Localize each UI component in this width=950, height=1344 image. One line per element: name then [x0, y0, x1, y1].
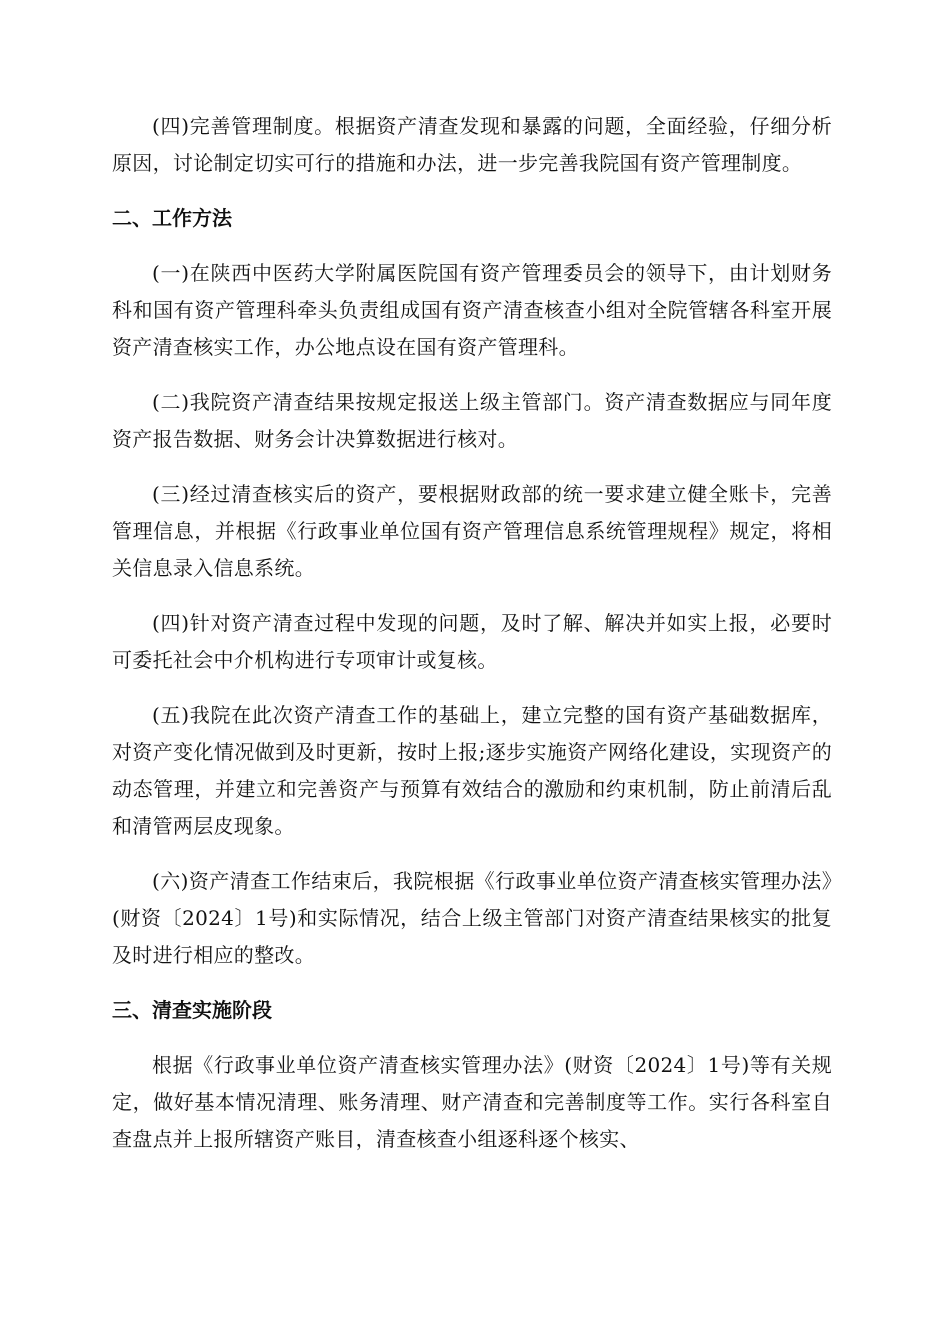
paragraph-method-6: (六)资产清查工作结束后，我院根据《行政事业单位资产清查核实管理办法》(财资〔2024〕1号)和实际情况，结合上级主管部门对资产清查结果核实的批复及时进行相应的整改。 — [112, 869, 832, 967]
paragraph-implementation: 根据《行政事业单位资产清查核实管理办法》(财资〔2024〕1号)等有关规定，做好基本情况清理、账务清理、财产清查和完善制度等工作。实行各科室自查盘点并上报所辖资产账目，清查核查小组逐科逐个核实、 — [112, 1053, 832, 1151]
section-heading-work-methods: 二、工作方法 — [112, 206, 232, 230]
paragraph-method-1: (一)在陕西中医药大学附属医院国有资产管理委员会的领导下，由计划财务科和国有资产管理科牵头负责组成国有资产清查核查小组对全院管辖各科室开展资产清查核实工作，办公地点设在国有资产管理科。 — [112, 261, 832, 359]
document-body — [112, 108, 832, 1158]
section-heading-implementation-stage: 三、清查实施阶段 — [112, 998, 272, 1022]
paragraph-method-5: (五)我院在此次资产清查工作的基础上，建立完整的国有资产基础数据库，对资产变化情况做到及时更新，按时上报;逐步实施资产网络化建设，实现资产的动态管理，并建立和完善资产与预算有效结合的激励和约束机制，防止前清后乱和清管两层皮现象。 — [112, 703, 832, 838]
paragraph-method-3: (三)经过清查核实后的资产，要根据财政部的统一要求建立健全账卡，完善管理信息，并根据《行政事业单位国有资产管理信息系统管理规程》规定，将相关信息录入信息系统。 — [112, 482, 832, 580]
paragraph-method-4: (四)针对资产清查过程中发现的问题，及时了解、解决并如实上报，必要时可委托社会中介机构进行专项审计或复核。 — [112, 611, 832, 672]
paragraph-method-2: (二)我院资产清查结果按规定报送上级主管部门。资产清查数据应与同年度资产报告数据、财务会计决算数据进行核对。 — [112, 390, 832, 451]
paragraph-improve-management: (四)完善管理制度。根据资产清查发现和暴露的问题，全面经验，仔细分析原因，讨论制定切实可行的措施和办法，进一步完善我院国有资产管理制度。 — [112, 114, 832, 175]
